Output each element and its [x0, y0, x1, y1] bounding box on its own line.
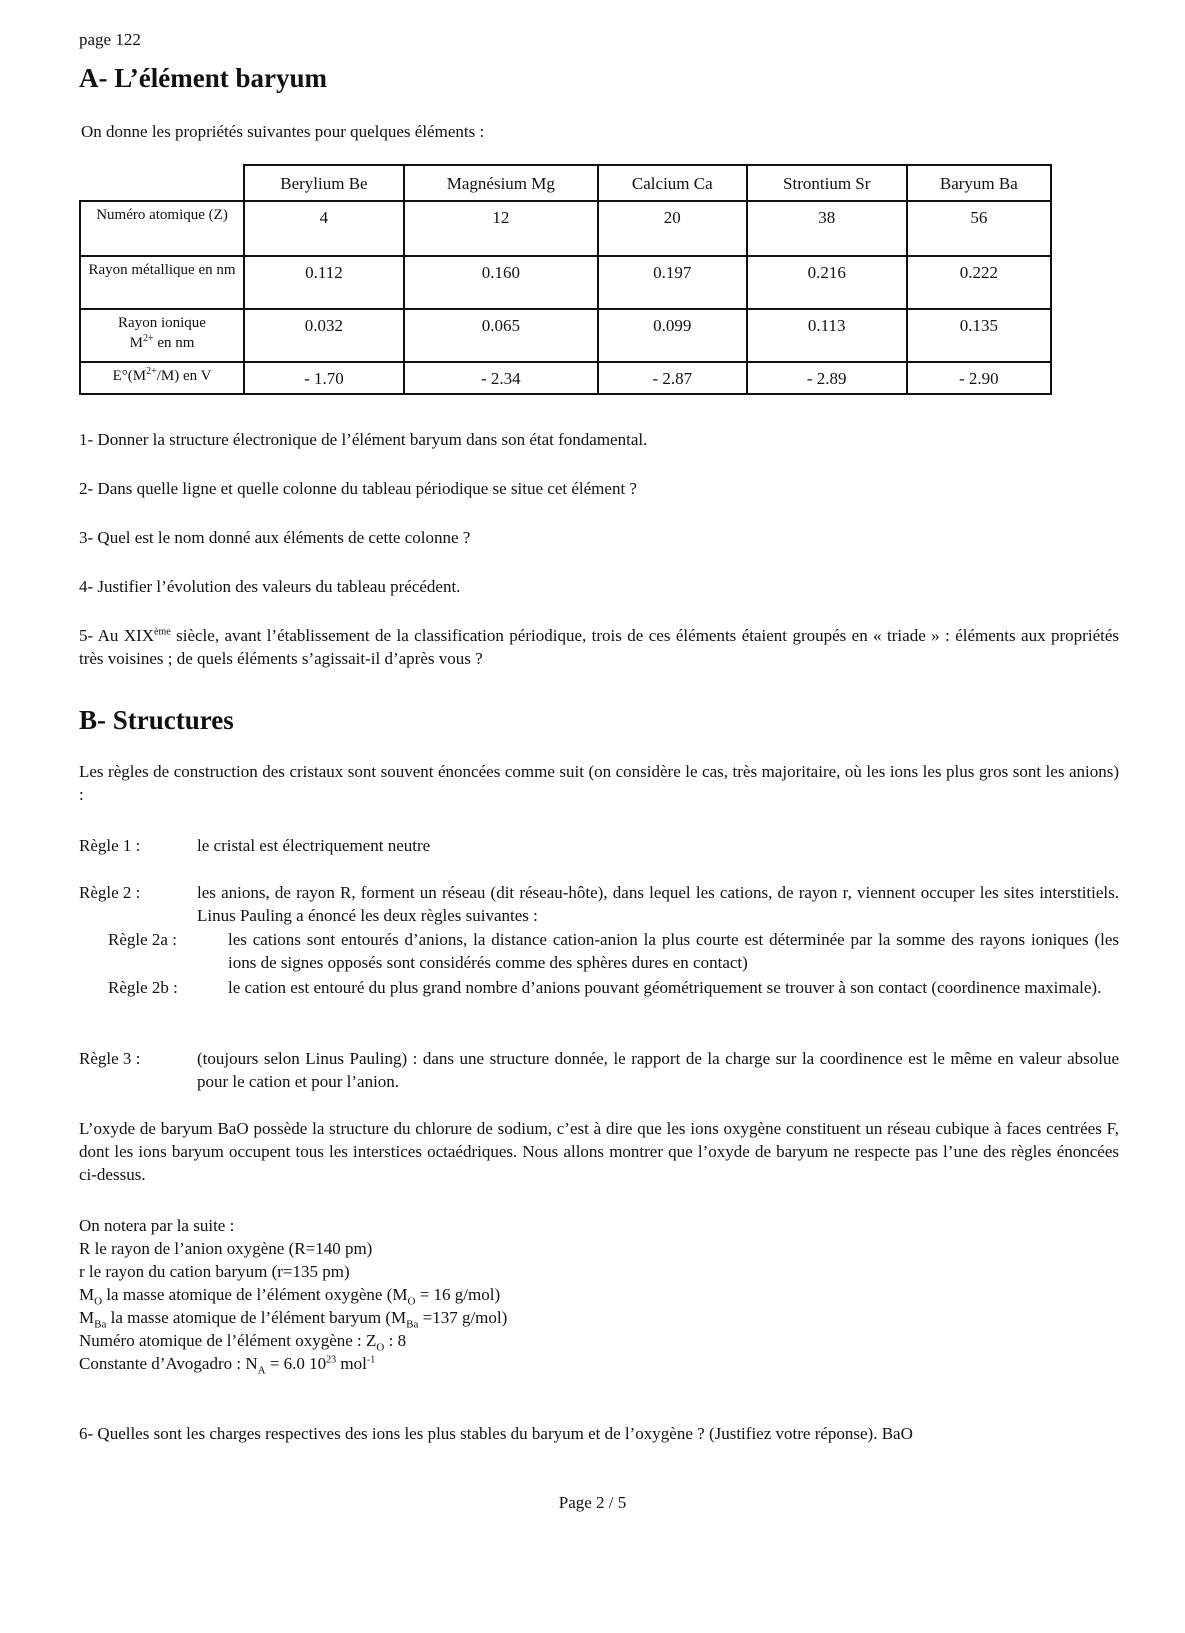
table-cell: - 1.70	[244, 362, 404, 394]
table-cell: 0.222	[907, 256, 1051, 309]
table-cell: 0.032	[244, 309, 404, 362]
row-header: Rayon métallique en nm	[80, 256, 244, 309]
subscript: Ba	[94, 1318, 107, 1331]
question-1: 1- Donner la structure électronique de l’élément baryum dans son état fondamental.	[79, 430, 648, 449]
table-cell: 12	[404, 201, 598, 256]
table-cell: - 2.89	[747, 362, 907, 394]
row-header-ion: M	[129, 335, 143, 351]
table-cell: 0.065	[404, 309, 598, 362]
rule-2-label: Règle 2 :	[79, 883, 141, 902]
table-cell: 4	[244, 201, 404, 256]
table-cell: - 2.87	[598, 362, 747, 394]
table-cell: 0.113	[747, 309, 907, 362]
table-corner	[80, 165, 244, 201]
charge-superscript: 2+	[146, 366, 157, 377]
section-a-title: A- L’élément baryum	[79, 63, 327, 93]
column-header: Berylium Be	[244, 165, 404, 201]
rule-3-label: Règle 3 :	[79, 1049, 141, 1068]
table-cell: 38	[747, 201, 907, 256]
table-cell: 0.197	[598, 256, 747, 309]
table-cell: 56	[907, 201, 1051, 256]
notation-text: = 16 g/mol)	[415, 1285, 501, 1304]
table-row	[80, 362, 1051, 394]
notation-line	[79, 1329, 507, 1352]
rule-2a-text: les cations sont entourés d’anions, la distance cation-anion la plus courte est déterminée par la somme des rayons ioniques (les ions de signes opposés sont considérés comme des sphères dures en contact)	[228, 930, 1119, 972]
row-header-e: E°(M	[112, 368, 147, 384]
section-b-intro: Les règles de construction des cristaux sont souvent énoncées comme suit (on considère le cas, très majoritaire, où les ions les plus gros sont les anions) :	[79, 762, 1119, 804]
row-header-unit: en nm	[153, 335, 195, 351]
notation-block	[79, 1214, 507, 1375]
section-a-intro: On donne les propriétés suivantes pour quelques éléments :	[81, 122, 485, 141]
row-header: Numéro atomique (Z)	[80, 201, 244, 256]
notation-line: r le rayon du cation baryum (r=135 pm)	[79, 1262, 350, 1281]
row-header	[80, 309, 244, 362]
bao-paragraph: L’oxyde de baryum BaO possède la structure du chlorure de sodium, c’est à dire que les ions oxygène constituent un réseau cubique à faces centrées F, dont les ions baryum occupent tous les interstices octaédriques. Nous allons montrer que l’oxyde de baryum ne respecte pas l’une des règles énoncées ci-dessus.	[79, 1119, 1119, 1184]
table-cell: 0.135	[907, 309, 1051, 362]
notation-text: Numéro atomique de l’élément oxygène : Z	[79, 1331, 377, 1350]
rule-2-text: les anions, de rayon R, forment un réseau (dit réseau-hôte), dans lequel les cations, de rayon r, viennent occuper les sites interstitiels. Linus Pauling a énoncé les deux règles suivantes :	[197, 883, 1119, 925]
table-row	[80, 201, 1051, 256]
subscript: Ba	[406, 1318, 419, 1331]
superscript: 23	[326, 1354, 337, 1366]
subscript: A	[257, 1364, 266, 1377]
question-5-rest: siècle, avant l’établissement de la classification périodique, trois de ces éléments étaient groupés en « triade » : éléments aux propriétés très voisines ; de quels éléments s’agissait-il d’après vous ?	[79, 626, 1119, 668]
notation-line	[79, 1352, 507, 1375]
rule-3-text: (toujours selon Linus Pauling) : dans une structure donnée, le rapport de la charge sur la coordinence est le même en valeur absolue pour le cation et pour l’anion.	[197, 1049, 1119, 1091]
column-header: Baryum Ba	[907, 165, 1051, 201]
table-cell: 0.160	[404, 256, 598, 309]
notation-text: =137 g/mol)	[418, 1308, 508, 1327]
notation-text: = 6.0 10	[265, 1354, 327, 1373]
rule-2a-label: Règle 2a :	[108, 930, 177, 949]
table-cell: 20	[598, 201, 747, 256]
table-header-row	[80, 165, 1051, 201]
subscript: O	[407, 1295, 416, 1308]
rule-2b-text: le cation est entouré du plus grand nombre d’anions pouvant géométriquement se trouver à son contact (coordinence maximale).	[228, 978, 1102, 997]
charge-superscript: 2+	[142, 333, 154, 344]
question-4: 4- Justifier l’évolution des valeurs du tableau précédent.	[79, 577, 461, 596]
subscript: O	[376, 1341, 385, 1354]
table-cell: - 2.90	[907, 362, 1051, 394]
notation-text: la masse atomique de l’élément oxygène (M	[102, 1285, 408, 1304]
notation-text: mol	[336, 1354, 367, 1373]
question-2: 2- Dans quelle ligne et quelle colonne du tableau périodique se situe cet élément ?	[79, 479, 637, 498]
column-header: Magnésium Mg	[404, 165, 598, 201]
table-row	[80, 256, 1051, 309]
table-cell: 0.099	[598, 309, 747, 362]
properties-table	[79, 164, 1052, 395]
question-5-start: 5- Au XIX	[79, 626, 155, 645]
row-header-main: Rayon ionique	[118, 315, 206, 331]
notation-line	[79, 1283, 507, 1306]
notation-line	[79, 1306, 507, 1329]
table-cell: 0.112	[244, 256, 404, 309]
notation-line: R le rayon de l’anion oxygène (R=140 pm)	[79, 1239, 373, 1258]
rule-1-text: le cristal est électriquement neutre	[197, 836, 431, 855]
section-b-title: B- Structures	[79, 705, 234, 735]
column-header: Calcium Ca	[598, 165, 747, 201]
subscript: O	[94, 1295, 103, 1308]
superscript: -1	[366, 1354, 376, 1366]
column-header: Strontium Sr	[747, 165, 907, 201]
page-label: page 122	[79, 30, 141, 49]
row-header-rest: /M) en V	[156, 368, 212, 384]
notation-text: Constante d’Avogadro : N	[79, 1354, 258, 1373]
table-cell: - 2.34	[404, 362, 598, 394]
row-header	[80, 362, 244, 394]
notation-text: M	[79, 1308, 95, 1327]
notation-title: On notera par la suite :	[79, 1216, 235, 1235]
notation-text: : 8	[384, 1331, 407, 1350]
notation-text: la masse atomique de l’élément baryum (M	[106, 1308, 407, 1327]
question-5	[79, 624, 1119, 670]
notation-text: M	[79, 1285, 95, 1304]
question-6: 6- Quelles sont les charges respectives des ions les plus stables du baryum et de l’oxygène ? (Justifiez votre réponse). BaO	[79, 1424, 913, 1443]
page-number: Page 2 / 5	[558, 1493, 627, 1512]
question-3: 3- Quel est le nom donné aux éléments de cette colonne ?	[79, 528, 471, 547]
rule-1-label: Règle 1 :	[79, 836, 141, 855]
rule-2b-label: Règle 2b :	[108, 978, 178, 997]
table-row	[80, 309, 1051, 362]
century-superscript: ème	[154, 626, 171, 638]
table-cell: 0.216	[747, 256, 907, 309]
